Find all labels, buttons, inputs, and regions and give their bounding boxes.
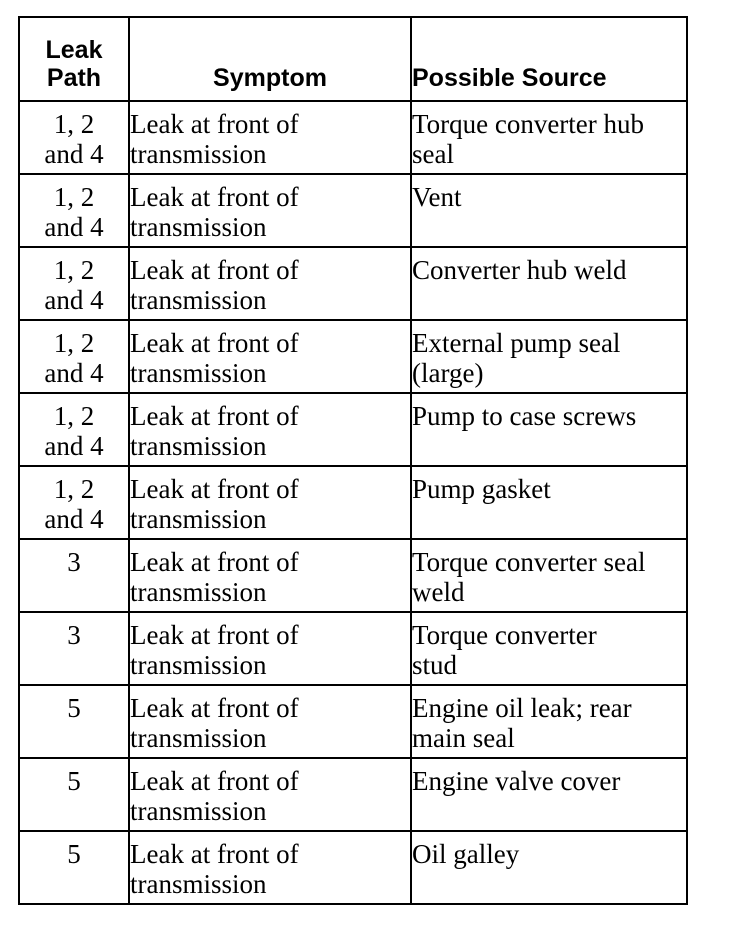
leak-path-cell: 1, 2 and 4 [19, 393, 129, 466]
table-row [19, 466, 687, 539]
possible-source-cell: Torque converter seal weld [411, 539, 687, 612]
header-symptom: Symptom [129, 17, 411, 101]
symptom-cell: Leak at front of transmission [129, 247, 411, 320]
possible-source-cell: Torque converter hub seal [411, 101, 687, 174]
leak-path-cell: 3 [19, 539, 129, 612]
table-row [19, 174, 687, 247]
possible-source-cell: Engine oil leak; rear main seal [411, 685, 687, 758]
possible-source-cell: Oil galley [411, 831, 687, 904]
possible-source-cell: External pump seal (large) [411, 320, 687, 393]
symptom-cell: Leak at front of transmission [129, 685, 411, 758]
table-row [19, 831, 687, 904]
table-row [19, 101, 687, 174]
table-row [19, 685, 687, 758]
leak-path-cell: 1, 2 and 4 [19, 101, 129, 174]
symptom-cell: Leak at front of transmission [129, 758, 411, 831]
table-row [19, 320, 687, 393]
symptom-cell: Leak at front of transmission [129, 393, 411, 466]
symptom-cell: Leak at front of transmission [129, 101, 411, 174]
possible-source-cell: Engine valve cover [411, 758, 687, 831]
possible-source-cell: Torque converter stud [411, 612, 687, 685]
leak-diagnosis-table [18, 16, 688, 905]
possible-source-cell: Pump to case screws [411, 393, 687, 466]
header-leak-path: Leak Path [19, 17, 129, 101]
symptom-cell: Leak at front of transmission [129, 466, 411, 539]
leak-path-cell: 1, 2 and 4 [19, 174, 129, 247]
leak-path-cell: 5 [19, 758, 129, 831]
possible-source-cell: Pump gasket [411, 466, 687, 539]
symptom-cell: Leak at front of transmission [129, 320, 411, 393]
possible-source-cell: Converter hub weld [411, 247, 687, 320]
possible-source-cell: Vent [411, 174, 687, 247]
leak-path-cell: 5 [19, 831, 129, 904]
table-row [19, 539, 687, 612]
table-row [19, 247, 687, 320]
symptom-cell: Leak at front of transmission [129, 539, 411, 612]
symptom-cell: Leak at front of transmission [129, 174, 411, 247]
table-row [19, 758, 687, 831]
leak-path-cell: 1, 2 and 4 [19, 247, 129, 320]
leak-path-cell: 5 [19, 685, 129, 758]
header-row [19, 17, 687, 101]
leak-path-cell: 1, 2 and 4 [19, 320, 129, 393]
table-row [19, 612, 687, 685]
leak-path-cell: 1, 2 and 4 [19, 466, 129, 539]
table-row [19, 393, 687, 466]
symptom-cell: Leak at front of transmission [129, 831, 411, 904]
symptom-cell: Leak at front of transmission [129, 612, 411, 685]
leak-path-cell: 3 [19, 612, 129, 685]
header-possible-source: Possible Source [411, 17, 687, 101]
